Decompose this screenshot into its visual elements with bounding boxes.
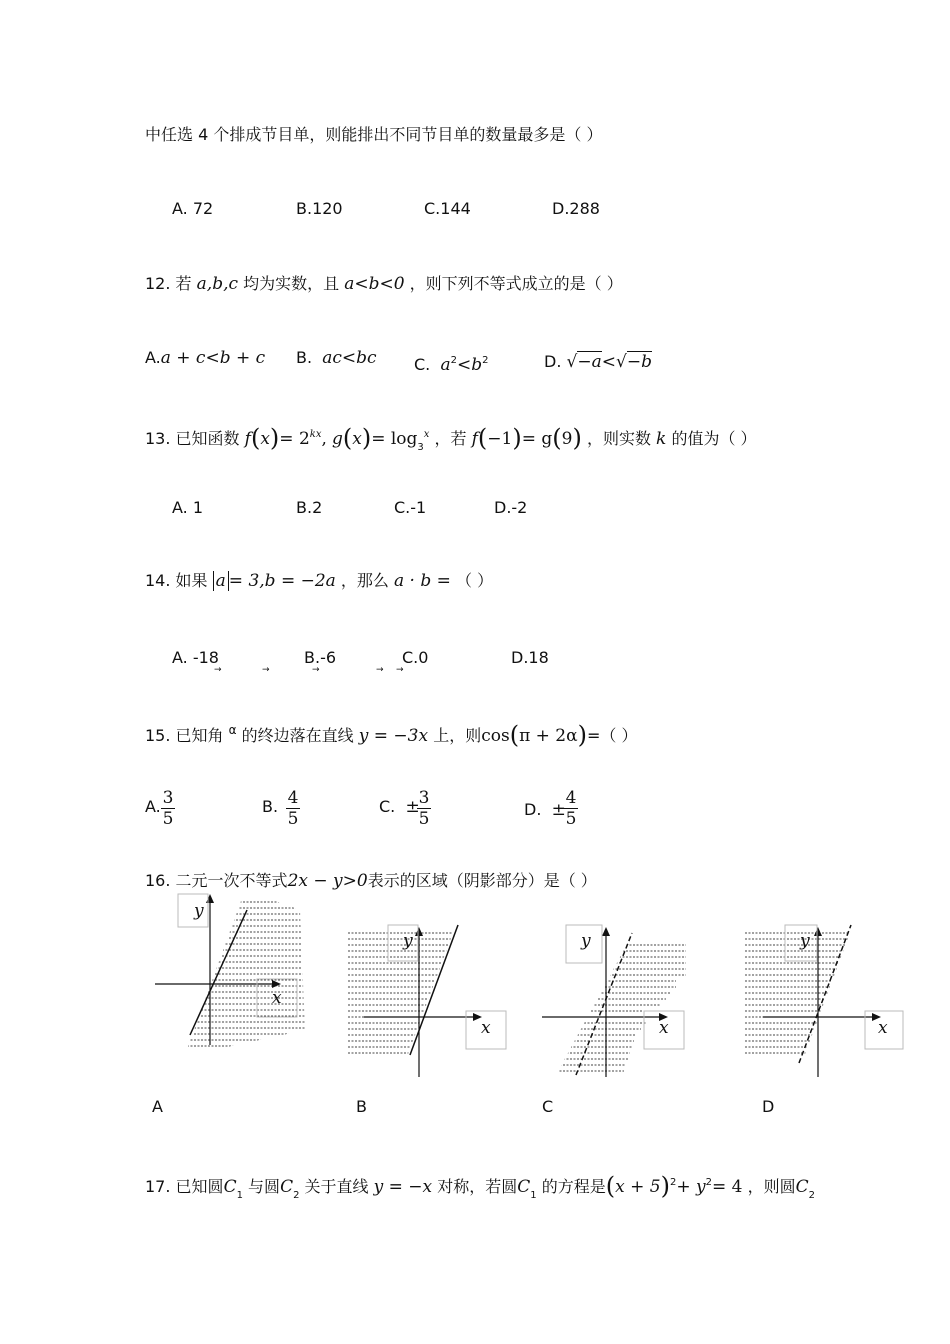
option-b: B. ac<bc bbox=[296, 348, 377, 368]
y-axis-label: y bbox=[194, 901, 204, 921]
graph-label-a: A bbox=[152, 1097, 163, 1116]
option-c: C.144 bbox=[424, 199, 471, 218]
question-12: 12. 若 a,b,c 均为实数，且 a<b<0 ，则下列不等式成立的是（ ） bbox=[145, 274, 623, 294]
graph-label-d: D bbox=[762, 1097, 775, 1116]
y-axis-label: y bbox=[403, 931, 413, 951]
option-b: B.-6 bbox=[304, 648, 337, 667]
option-b: B.120 bbox=[296, 199, 343, 218]
arrow-icon bbox=[206, 894, 214, 903]
boundary-line bbox=[410, 925, 458, 1055]
x-axis-label: x bbox=[878, 1018, 888, 1038]
vector-arrow-icon: → bbox=[262, 665, 270, 675]
sqrt-sign: √ bbox=[566, 352, 578, 372]
question-16: 16. 二元一次不等式2x − y>0表示的区域（阴影部分）是（ ） bbox=[145, 871, 597, 891]
question-continuation: 中任选 4 个排成节目单，则能排出不同节目单的数量最多是（ ） bbox=[145, 125, 603, 144]
option-d: D.-2 bbox=[494, 498, 528, 517]
option-a-fraction: 3 5 bbox=[162, 788, 174, 829]
graph-option-b bbox=[348, 915, 518, 1080]
arrow-icon bbox=[814, 927, 822, 936]
option-c: C. $a^2<b^2$ bbox=[414, 355, 489, 375]
x-axis-label: x bbox=[272, 988, 282, 1008]
option-d-label: D. ± bbox=[524, 800, 566, 820]
option-d: D.18 bbox=[511, 648, 549, 667]
graph-label-c: C bbox=[542, 1097, 554, 1116]
arrow-icon bbox=[415, 927, 423, 936]
option-a: A. -18 bbox=[172, 648, 219, 667]
option-b-label: B. bbox=[262, 797, 279, 816]
graph-option-a bbox=[150, 890, 310, 1055]
option-c-fraction: 3 5 bbox=[418, 788, 430, 829]
option-c: C.-1 bbox=[394, 498, 427, 517]
option-a: A. 1 bbox=[172, 498, 204, 517]
option-c-label: C. ± bbox=[379, 797, 420, 817]
y-axis-label: y bbox=[800, 931, 810, 951]
question-15: 15. 已知角 $^\alpha$ 的终边落在直线 y = −3x 上，则cos(π + 2α)=（ ） bbox=[145, 721, 638, 749]
shaded-region bbox=[556, 945, 686, 1071]
shaded-region bbox=[180, 902, 310, 1046]
graph-option-c bbox=[536, 915, 706, 1080]
question-number: 12. bbox=[145, 274, 171, 293]
option-a-label: A. bbox=[145, 797, 161, 816]
question-17: 17. 已知圆$C_1$ 与圆$C_2$ 关于直线 y = −x 对称，若圆$C_1$ 的方程是$(x + 5)^2+ y^2= 4$ ，则圆$C_2$ bbox=[145, 1172, 815, 1201]
x-axis-label: x bbox=[481, 1018, 491, 1038]
option-d-fraction: 4 5 bbox=[565, 788, 577, 829]
vector-arrow-icon: → bbox=[214, 665, 222, 675]
y-axis-label: y bbox=[581, 931, 591, 951]
arrow-icon bbox=[602, 927, 610, 936]
option-d: D. √−a<√−b bbox=[544, 352, 652, 372]
option-a: A. 72 bbox=[172, 199, 214, 218]
option-d: D.288 bbox=[552, 199, 600, 218]
sqrt-sign: √ bbox=[615, 352, 627, 372]
question-13: 13. 已知函数 $f(x)= 2^{kx}$, $g(x)= \log_3^x$ ，若 f(−1)= g(9) ，则实数 k 的值为（ ） bbox=[145, 424, 757, 453]
vector-arrow-icon: → bbox=[396, 665, 404, 675]
question-14: 14. 如果 a = 3,b = −2a ，那么 a · b = （ ） bbox=[145, 571, 494, 591]
vector-arrow-icon: → bbox=[376, 665, 384, 675]
x-axis-label: x bbox=[659, 1018, 669, 1038]
option-b-fraction: 4 5 bbox=[287, 788, 299, 829]
graph-option-d bbox=[745, 915, 910, 1080]
option-a: A.a + c<b + c bbox=[145, 348, 266, 368]
vector-arrow-icon: → bbox=[312, 665, 320, 675]
option-c: C.0 bbox=[402, 648, 429, 667]
option-b: B.2 bbox=[296, 498, 323, 517]
graph-label-b: B bbox=[356, 1097, 367, 1116]
boundary-line bbox=[576, 933, 632, 1075]
